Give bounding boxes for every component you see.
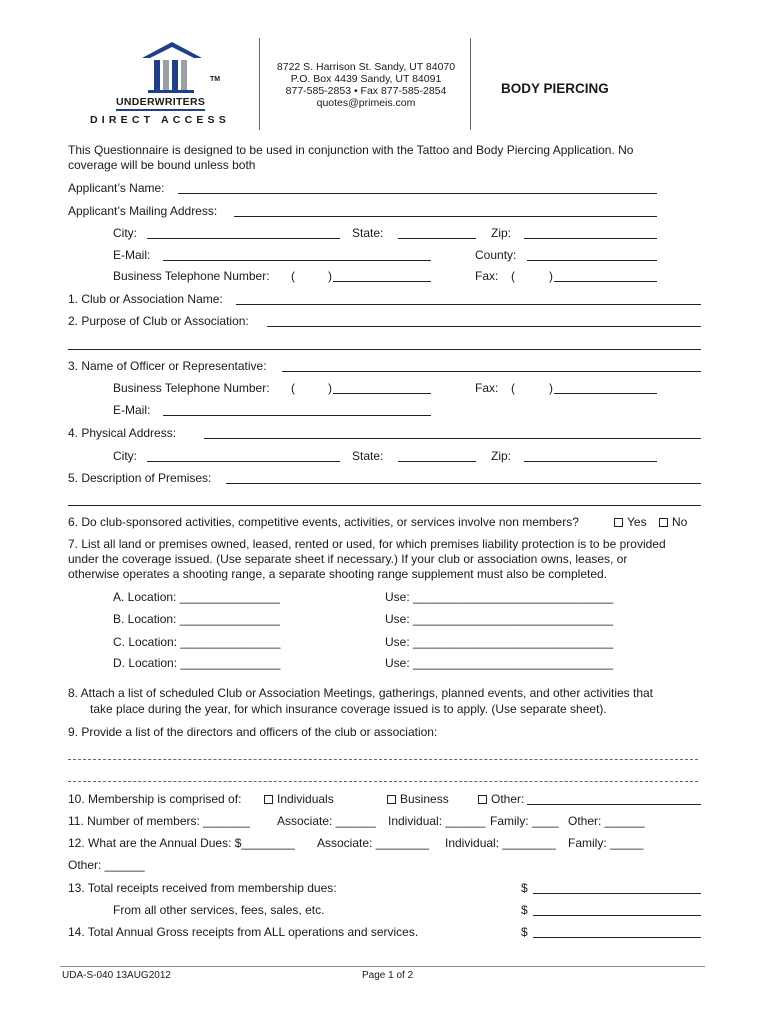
city-field[interactable] <box>147 238 340 239</box>
address-line-2: P.O. Box 4439 Sandy, UT 84091 <box>290 73 442 85</box>
business-phone-field[interactable] <box>333 281 431 282</box>
q9-field-1[interactable] <box>68 759 698 760</box>
email-field[interactable] <box>163 260 431 261</box>
fax-field[interactable] <box>554 281 657 282</box>
q11-family[interactable]: Family: ____ <box>490 814 559 828</box>
q7-line-1: 7. List all land or premises owned, leased, rented or used, for which premises liability protection is to be provided <box>68 537 666 551</box>
q10-business-option[interactable] <box>387 792 449 806</box>
header-divider-left <box>259 38 260 130</box>
q1-club-name-field[interactable] <box>236 304 701 305</box>
q3-fax-open-paren: ( <box>511 381 515 395</box>
q5-premises-label: 5. Description of Premises: <box>68 471 212 485</box>
q3-email-field[interactable] <box>163 415 431 416</box>
location-b[interactable]: B. Location: _______________ <box>113 612 280 626</box>
q3-email-label: E-Mail: <box>113 403 151 417</box>
q10-business-label: Business <box>400 792 449 806</box>
q12-family[interactable]: Family: _____ <box>568 836 644 850</box>
q6-no-option[interactable] <box>659 515 687 529</box>
q3-phone-open-paren: ( <box>291 381 295 395</box>
email-label: E-Mail: <box>113 248 151 262</box>
page-number: Page 1 of 2 <box>362 970 414 981</box>
address-email: quotes@primeis.com <box>316 97 416 109</box>
q4-city-label: City: <box>113 449 137 463</box>
zip-label: Zip: <box>491 226 512 240</box>
q10-other-label: Other: <box>491 792 525 806</box>
q4-address-label: 4. Physical Address: <box>68 426 177 440</box>
document-title: BODY PIERCING <box>501 81 609 96</box>
fax-open-paren: ( <box>511 269 515 283</box>
location-a[interactable]: A. Location: _______________ <box>113 590 280 604</box>
mailing-address-label: Applicant’s Mailing Address: <box>68 204 218 218</box>
q11-associate[interactable]: Associate: ______ <box>277 814 376 828</box>
phone-close-paren: ) <box>328 269 332 283</box>
q10-individuals-label: Individuals <box>277 792 334 806</box>
q3-fax-label: Fax: <box>475 381 499 395</box>
zip-field[interactable] <box>524 238 657 239</box>
q6-no-checkbox[interactable] <box>659 518 668 527</box>
use-c[interactable]: Use: ______________________________ <box>385 635 614 649</box>
q12-associate[interactable]: Associate: ________ <box>317 836 430 850</box>
use-d[interactable]: Use: ______________________________ <box>385 656 614 670</box>
q4-state-label: State: <box>352 449 384 463</box>
q14-label: 14. Total Annual Gross receipts from ALL operations and services. <box>68 925 419 939</box>
location-d[interactable]: D. Location: _______________ <box>113 656 281 670</box>
logo-name: UNDERWRITERS <box>116 96 205 111</box>
q13-label: 13. Total receipts received from membership dues: <box>68 881 337 895</box>
q3-phone-label: Business Telephone Number: <box>113 381 270 395</box>
q14-dollar-sign: $ <box>521 925 528 939</box>
q2-purpose-label: 2. Purpose of Club or Association: <box>68 314 249 328</box>
state-label: State: <box>352 226 384 240</box>
header-divider-right <box>470 38 471 130</box>
q2-purpose-field-2[interactable] <box>68 349 701 350</box>
q13-other-label: From all other services, fees, sales, etc. <box>113 903 325 917</box>
q12-dues[interactable]: 12. What are the Annual Dues: $________ <box>68 836 295 850</box>
q6-yes-checkbox[interactable] <box>614 518 623 527</box>
q10-other-checkbox[interactable] <box>478 795 487 804</box>
q12-individual[interactable]: Individual: ________ <box>445 836 556 850</box>
q6-question: 6. Do club-sponsored activities, competitive events, activities, or services involve non members? <box>68 515 579 529</box>
q4-address-field[interactable] <box>204 438 701 439</box>
q10-other-field[interactable] <box>527 804 701 805</box>
q4-state-field[interactable] <box>398 461 476 462</box>
county-field[interactable] <box>527 260 657 261</box>
q4-zip-field[interactable] <box>524 461 657 462</box>
q13-dues-field[interactable] <box>533 893 701 894</box>
q3-phone-close-paren: ) <box>328 381 332 395</box>
fax-close-paren: ) <box>549 269 553 283</box>
q3-phone-field[interactable] <box>333 393 431 394</box>
q6-yes-label: Yes <box>627 515 647 529</box>
q10-business-checkbox[interactable] <box>387 795 396 804</box>
use-a[interactable]: Use: ______________________________ <box>385 590 614 604</box>
mailing-address-field[interactable] <box>234 216 657 217</box>
q3-officer-field[interactable] <box>282 371 701 372</box>
county-label: County: <box>475 248 517 262</box>
address-line-1: 8722 S. Harrison St. Sandy, UT 84070 <box>276 61 456 73</box>
city-label: City: <box>113 226 137 240</box>
q8-line-2: take place during the year, for which insurance coverage issued is to apply. (Use separate sheet). <box>90 702 607 716</box>
q6-no-label: No <box>672 515 688 529</box>
q5-premises-field-2[interactable] <box>68 505 701 506</box>
q10-individuals-checkbox[interactable] <box>264 795 273 804</box>
q5-premises-field[interactable] <box>226 483 701 484</box>
q13-other-dollar-sign: $ <box>521 903 528 917</box>
q9-field-2[interactable] <box>68 781 698 782</box>
q11-other[interactable]: Other: ______ <box>568 814 645 828</box>
q14-gross-field[interactable] <box>533 937 701 938</box>
q7-line-2: under the coverage issued. (Use separate sheet if necessary.) If your club or association owns, leases, or <box>68 552 628 566</box>
logo-subname: DIRECT ACCESS <box>90 114 230 126</box>
q13-other-field[interactable] <box>533 915 701 916</box>
q1-club-name-label: 1. Club or Association Name: <box>68 292 223 306</box>
q4-zip-label: Zip: <box>491 449 512 463</box>
footer-divider <box>60 966 705 967</box>
phone-open-paren: ( <box>291 269 295 283</box>
q3-fax-close-paren: ) <box>549 381 553 395</box>
applicant-name-label: Applicant’s Name: <box>68 181 165 195</box>
location-c[interactable]: C. Location: _______________ <box>113 635 281 649</box>
q4-city-field[interactable] <box>147 461 340 462</box>
logo-tm: TM <box>210 76 221 83</box>
state-field[interactable] <box>398 238 476 239</box>
business-phone-label: Business Telephone Number: <box>113 269 270 283</box>
q11-members[interactable]: 11. Number of members: _______ <box>68 814 250 828</box>
form-id: UDA-S-040 13AUG2012 <box>62 970 171 981</box>
q13-dollar-sign: $ <box>521 881 528 895</box>
q10-other-option[interactable] <box>478 792 524 806</box>
fax-label: Fax: <box>475 269 499 283</box>
q3-fax-field[interactable] <box>554 393 657 394</box>
q10-label: 10. Membership is comprised of: <box>68 792 242 806</box>
q6-yes-option[interactable] <box>614 515 647 529</box>
q3-officer-label: 3. Name of Officer or Representative: <box>68 359 267 373</box>
use-b[interactable]: Use: ______________________________ <box>385 612 614 626</box>
q2-purpose-field[interactable] <box>267 326 701 327</box>
q8-line-1: 8. Attach a list of scheduled Club or Association Meetings, gatherings, planned events, and other activities that <box>68 686 654 700</box>
logo-emblem-icon <box>132 40 212 96</box>
intro-line-1: This Questionnaire is designed to be used in conjunction with the Tattoo and Body Piercing Application. No <box>68 143 634 157</box>
applicant-name-field[interactable] <box>178 193 657 194</box>
q12-other[interactable]: Other: ______ <box>68 858 145 872</box>
q11-individual[interactable]: Individual: ______ <box>388 814 486 828</box>
company-address <box>262 61 470 109</box>
q10-individuals-option[interactable] <box>264 792 334 806</box>
q7-line-3: otherwise operates a shooting range, a separate shooting range supplement must also be completed. <box>68 567 608 581</box>
q9-label: 9. Provide a list of the directors and officers of the club or association: <box>68 725 438 739</box>
logo <box>90 40 250 130</box>
address-line-3: 877-585-2853 • Fax 877-585-2854 <box>285 85 447 97</box>
intro-line-2: coverage will be bound unless both <box>68 158 256 172</box>
